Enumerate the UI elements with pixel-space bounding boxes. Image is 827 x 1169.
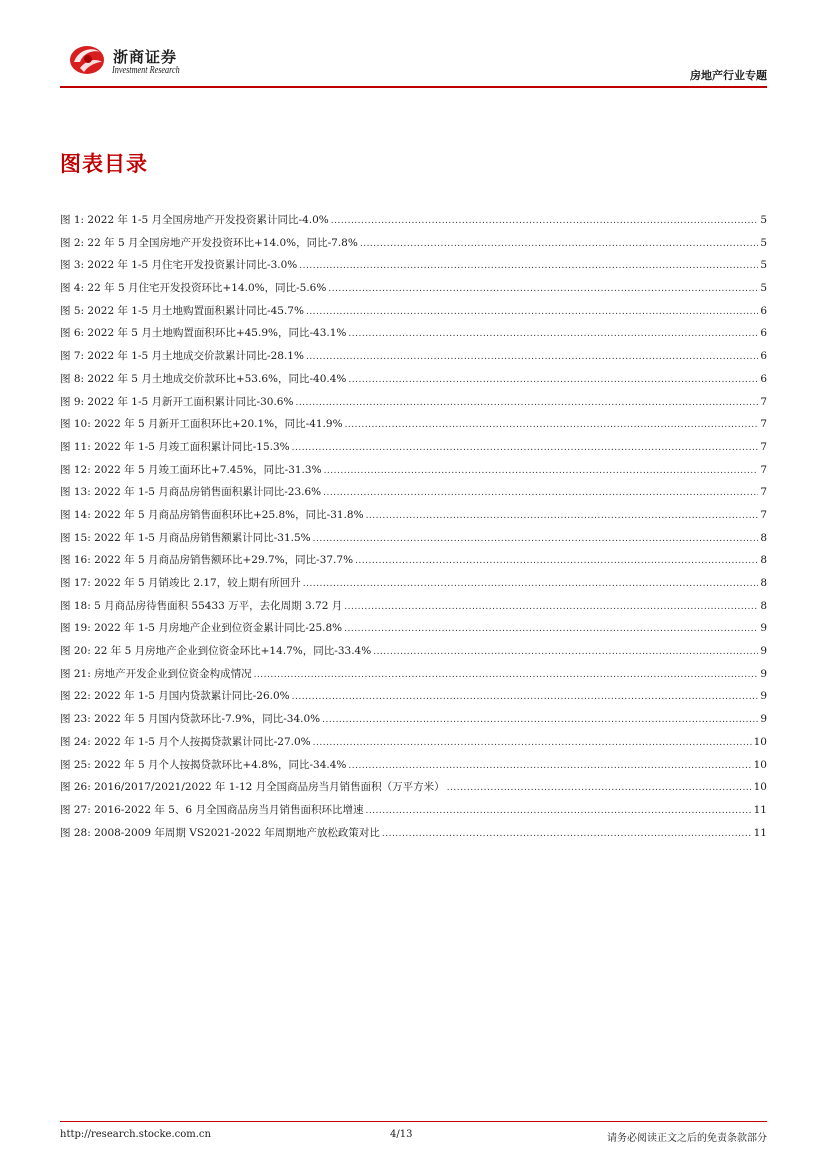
toc-entry-text: 2022 年 1-5 月全国房地产开发投资累计同比-4.0% [87,214,329,226]
toc-entry-text: 2022 年 1-5 月住宅开发投资累计同比-3.0% [87,259,298,272]
toc-entry-label: 图 23: [60,713,95,726]
toc-entry-page: 6 [760,327,767,340]
toc-entry-page: 7 [760,508,767,521]
toc-leader-dots [323,482,758,505]
toc-entry-title [60,209,329,232]
report-type: 房地产行业专题 [690,69,767,82]
toc-entry-text: 22 年 5 月全国房地产开发投资环比+14.0%，同比-7.8% [87,236,358,249]
toc-leader-dots [324,460,759,483]
toc-entry-text: 2022 年 5 月商品房销售面积环比+25.8%，同比-31.8% [94,508,364,521]
toc-entry-text: 2022 年 5 月销竣比 2.17，较上期有所回升 [94,577,301,589]
toc-leader-dots [328,278,758,301]
toc-entry-title [60,640,371,663]
toc-leader-dots [382,823,752,846]
toc-entry-title [60,232,358,255]
toc-entry[interactable] [60,595,767,618]
toc-entry-title [60,527,311,550]
toc-leader-dots [344,596,758,619]
toc-entry[interactable] [60,776,767,799]
toc-entry-text: 5 月商品房待售面积 55433 万平，去化周期 3.72 月 [94,599,343,612]
toc-entry-title [60,504,364,527]
toc-leader-dots [306,346,758,369]
toc-leader-dots [348,369,758,392]
toc-entry-title [60,368,346,391]
toc-entry-text: 2008-2009 年周期 VS2021-2022 年周期地产放松政策对比 [94,826,380,839]
disclaimer-note: 请务必阅读正文之后的免责条款部分 [607,1133,767,1144]
toc-entry-page: 7 [760,463,767,476]
toc-entry-label: 图 21: [60,667,95,680]
toc-entry-label: 图 18: [60,599,95,612]
toc-entry-text: 2022 年 1-5 月新开工面积累计同比-30.6% [87,395,294,408]
toc-leader-dots [303,573,759,596]
footer-url-link[interactable]: http://research.stocke.com.cn [60,1129,211,1140]
toc-leader-dots [295,392,758,415]
toc-entry[interactable] [60,640,767,663]
toc-entry-text: 房地产开发企业到位资金构成情况 [94,667,252,680]
toc-entry-label: 图 8: [60,372,88,385]
toc-entry-label: 图 27: [60,803,95,816]
toc-leader-dots [292,686,759,709]
toc-entry[interactable] [60,663,767,686]
page-number: 4/13 [390,1129,413,1140]
toc-entry-title [60,300,304,323]
toc-entry-page: 11 [753,826,767,839]
toc-entry-label: 图 9: [60,395,88,408]
zheshang-logo-icon [66,40,106,76]
toc-entry-title [60,708,320,731]
toc-entry-page: 5 [760,259,767,272]
toc-entry-label: 图 28: [60,826,95,839]
logo-english-name: Investment Research [112,65,180,76]
toc-leader-dots [313,732,752,755]
toc-entry-title [60,822,380,845]
toc-entry-label: 图 1: [60,214,88,226]
toc-entry[interactable] [60,504,767,527]
toc-leader-dots [373,641,758,664]
toc-entry-title [60,549,353,572]
toc-leader-dots [360,233,758,256]
toc-entry-page: 8 [760,531,767,544]
toc-entry-text: 2022 年 5 月土地成交价款环比+53.6%，同比-40.4% [87,372,347,385]
toc-entry[interactable] [60,277,767,300]
toc-entry-page: 7 [760,418,767,431]
toc-entry-label: 图 25: [60,758,95,771]
toc-entry-page: 8 [760,554,767,567]
toc-leader-dots [292,437,759,460]
toc-entry-page: 9 [760,622,767,635]
toc-entry-title [60,731,311,754]
toc-leader-dots [344,618,758,641]
toc-entry-label: 图 24: [60,735,95,748]
toc-entry-page: 7 [760,395,767,408]
toc-entry-page: 6 [760,304,767,317]
toc-entry-page: 5 [760,236,767,249]
toc-entry[interactable] [60,754,767,777]
toc-entry-title [60,391,293,414]
toc-entry-label: 图 17: [60,577,95,589]
toc-entry-title [60,277,326,300]
toc-entry-page: 9 [760,690,767,703]
toc-entry-page: 9 [760,713,767,726]
toc-leader-dots [366,505,759,528]
toc-entry-page: 8 [760,577,767,589]
toc-entry-title [60,754,346,777]
toc-entry-title [60,663,252,686]
toc-entry-page: 8 [760,599,767,612]
toc-entry-label: 图 5: [60,304,88,317]
toc-entry-label: 图 4: [60,282,88,295]
toc-entry-page: 10 [753,781,767,794]
toc-entry-title [60,481,321,504]
toc-entry[interactable] [60,799,767,822]
toc-leader-dots [313,528,759,551]
toc-entry-page: 5 [760,214,767,226]
toc-entry[interactable] [60,572,767,595]
toc-entry-page: 9 [760,645,767,658]
toc-entry-text: 2022 年 5 月新开工面积环比+20.1%，同比-41.9% [94,418,343,431]
toc-entry-title [60,322,346,345]
toc-entry-label: 图 2: [60,236,88,249]
toc-leader-dots [348,755,751,778]
toc-entry-page: 10 [753,735,767,748]
toc-entry-text: 2022 年 1-5 月国内贷款累计同比-26.0% [94,690,290,703]
toc-entry[interactable] [60,549,767,572]
toc-entry[interactable] [60,322,767,345]
header-divider [60,86,767,88]
toc-entry-text: 2022 年 5 月个人按揭贷款环比+4.8%，同比-34.4% [94,758,347,771]
toc-entry-page: 6 [760,372,767,385]
toc-entry[interactable] [60,391,767,414]
toc-entry-label: 图 11: [60,440,95,453]
page-title: 图表目录 [60,152,148,176]
toc-leader-dots [348,323,758,346]
toc-entry[interactable] [60,527,767,550]
toc-entry[interactable] [60,685,767,708]
toc-leader-dots [331,210,759,233]
table-of-figures [60,209,767,844]
toc-entry-label: 图 14: [60,508,95,521]
toc-entry[interactable] [60,731,767,754]
toc-entry-title [60,413,343,436]
toc-entry-page: 6 [760,350,767,363]
toc-entry-text: 2022 年 5 月竣工面环比+7.45%，同比-31.3% [94,463,322,476]
toc-entry[interactable] [60,345,767,368]
toc-leader-dots [299,255,758,278]
toc-entry[interactable] [60,481,767,504]
toc-entry-title [60,436,290,459]
toc-leader-dots [306,301,758,324]
toc-entry-label: 图 20: [60,645,95,658]
toc-leader-dots [322,709,758,732]
toc-entry-text: 2022 年 5 月土地购置面积环比+45.9%，同比-43.1% [87,327,347,340]
toc-entry-title [60,617,342,640]
toc-entry-label: 图 16: [60,554,95,567]
toc-entry-label: 图 13: [60,486,95,499]
toc-entry-page: 7 [760,440,767,453]
toc-entry-text: 2022 年 1-5 月竣工面积累计同比-15.3% [94,440,290,453]
toc-entry[interactable] [60,209,767,232]
toc-entry-text: 2022 年 1-5 月房地产企业到位资金累计同比-25.8% [94,622,343,635]
toc-entry[interactable] [60,436,767,459]
toc-entry-label: 图 12: [60,463,95,476]
toc-entry-text: 2022 年 5 月国内贷款环比-7.9%，同比-34.0% [94,713,321,726]
toc-entry-title [60,345,304,368]
toc-entry-text: 22 年 5 月住宅开发投资环比+14.0%，同比-5.6% [87,282,327,295]
toc-entry-text: 2022 年 1-5 月商品房销售面积累计同比-23.6% [94,486,322,499]
toc-entry-label: 图 10: [60,418,95,431]
toc-entry-text: 2022 年 5 月商品房销售额环比+29.7%，同比-37.7% [94,554,354,567]
page-header [0,0,827,90]
toc-entry[interactable] [60,368,767,391]
toc-leader-dots [254,664,759,687]
toc-entry[interactable] [60,617,767,640]
toc-entry-label: 图 3: [60,259,88,272]
toc-entry[interactable] [60,232,767,255]
toc-entry-title [60,685,290,708]
toc-entry-text: 2022 年 1-5 月土地成交价款累计同比-28.1% [87,350,304,363]
toc-entry[interactable] [60,413,767,436]
toc-entry-label: 图 15: [60,531,95,544]
toc-entry-text: 2022 年 1-5 月商品房销售额累计同比-31.5% [94,531,311,544]
toc-entry-title [60,254,297,277]
toc-entry[interactable] [60,459,767,482]
toc-entry-label: 图 7: [60,350,88,363]
toc-entry-label: 图 6: [60,327,88,340]
toc-entry-page: 10 [753,758,767,771]
logo-chinese-name: 浙商证券 [113,48,178,66]
toc-entry-page: 11 [753,803,767,816]
toc-entry[interactable] [60,300,767,323]
toc-entry-page: 9 [760,667,767,680]
toc-leader-dots [345,414,759,437]
toc-entry-text: 22 年 5 月房地产企业到位资金环比+14.7%，同比-33.4% [94,645,372,658]
toc-leader-dots [365,800,751,823]
toc-entry-label: 图 19: [60,622,95,635]
toc-entry-title [60,459,322,482]
toc-entry-title [60,776,445,799]
toc-leader-dots [447,777,752,800]
toc-entry-title [60,572,301,595]
toc-entry[interactable] [60,254,767,277]
toc-entry-page: 5 [760,282,767,295]
toc-leader-dots [355,550,758,573]
toc-entry-title [60,799,363,822]
toc-entry-text: 2022 年 1-5 月个人按揭贷款累计同比-27.0% [94,735,311,748]
toc-entry-text: 2022 年 1-5 月土地购置面积累计同比-45.7% [87,304,304,317]
toc-entry-label: 图 22: [60,690,95,703]
toc-entry-text: 2016-2022 年 5、6 月全国商品房当月销售面积环比增速 [94,803,364,816]
toc-entry[interactable] [60,708,767,731]
footer-divider [60,1121,767,1122]
toc-entry-title [60,595,342,618]
toc-entry-text: 2016/2017/2021/2022 年 1-12 月全国商品房当月销售面积（万平方米） [94,781,445,794]
toc-entry-page: 7 [760,486,767,499]
toc-entry-label: 图 26: [60,781,95,794]
toc-entry[interactable] [60,822,767,845]
